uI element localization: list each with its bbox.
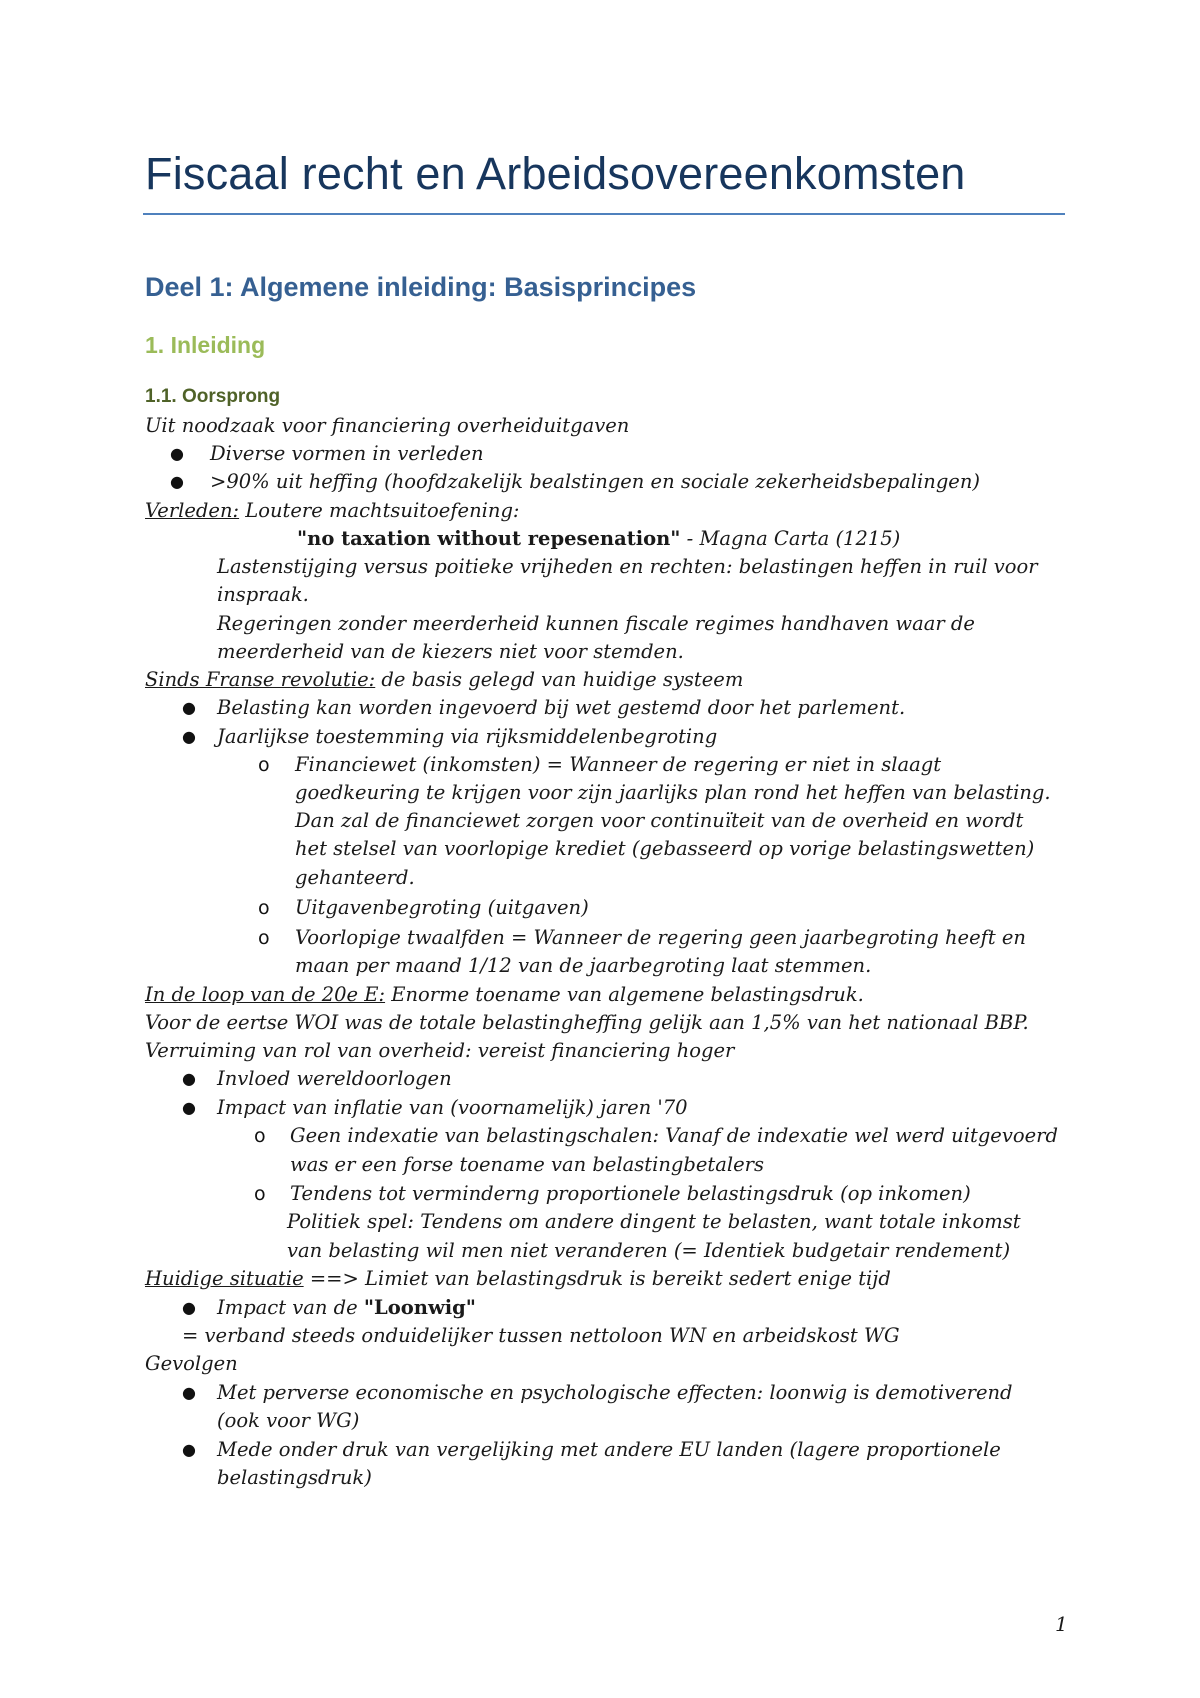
text-line [145,497,520,525]
bold-quote: "no taxation without repesenation" [297,527,681,550]
text-line: Gevolgen [145,1352,238,1375]
text-line: Politiek spel: Tendens om andere dingent te belasten, want totale inkomst [287,1210,1021,1233]
bold-term: "Loonwig" [363,1296,476,1319]
heading-inleiding: 1. Inleiding [145,332,266,358]
page-number: 1 [1055,1612,1068,1636]
text-line: meerderheid van de kiezers niet voor stemden. [217,640,684,663]
text-line: Verruiming van rol van overheid: vereist financiering hoger [145,1039,735,1062]
list-item: Tendens tot verminderng proportionele belastingsdruk (op inkomen) [290,1182,971,1205]
text-line: van belasting wil men niet veranderen (= Identiek budgetair rendement) [287,1239,1011,1262]
bullet-icon: ● [182,698,196,717]
text-line: maan per maand 1/12 van de jaarbegroting laat stemmen. [295,954,872,977]
text-line: goedkeuring te krijgen voor zijn jaarlijks plan rond het heffen van belasting. [295,781,1051,804]
heading-oorsprong: 1.1. Oorsprong [145,386,281,407]
bullet-icon: ● [182,1069,196,1088]
text-line: Lastenstijging versus poitieke vrijheden en rechten: belastingen heffen in ruil voor [217,555,1038,578]
underlined-label: In de loop van de 20e E: [145,983,386,1006]
text-line: belastingsdruk) [217,1466,372,1489]
list-item: Voorlopige twaalfden = Wanneer de regering geen jaarbegroting heeft en [295,926,1026,949]
text-line: Uit noodzaak voor financiering overheiduitgaven [145,414,630,437]
list-item [217,1294,476,1322]
text-line: Dan zal de financiewet zorgen voor continuïteit van de overheid en wordt [295,809,1024,832]
circle-bullet-icon: o [254,1183,266,1205]
text-fragment: Enorme toename van algemene belastingsdruk. [385,983,864,1006]
list-item: Jaarlijkse toestemming via rijksmiddelenbegroting [217,725,718,748]
circle-bullet-icon: o [254,1125,266,1147]
text-line [145,1265,891,1293]
bullet-icon: ● [182,1098,196,1117]
text-line: (ook voor WG) [217,1409,360,1432]
text-fragment: Loutere machtsuitoefening: [239,499,520,522]
bullet-icon: ● [170,444,184,463]
title-underline [143,213,1065,215]
list-item: Financiewet (inkomsten) = Wanneer de regering er niet in slaagt [295,753,942,776]
text-fragment: Impact van de [217,1296,364,1319]
list-item: Mede onder druk van vergelijking met andere EU landen (lagere proportionele [217,1438,1001,1461]
text-line: gehanteerd. [295,866,415,889]
circle-bullet-icon: o [258,897,270,919]
circle-bullet-icon: o [258,754,270,776]
list-item: Diverse vormen in verleden [210,442,484,465]
bullet-icon: ● [182,727,196,746]
list-item: >90% uit heffing (hoofdzakelijk bealstingen en sociale zekerheidsbepalingen) [210,470,981,493]
heading-deel-1: Deel 1: Algemene inleiding: Basisprincipes [145,272,697,302]
text-line: was er een forse toename van belastingbetalers [290,1153,764,1176]
underlined-label: Sinds Franse revolutie: [145,668,376,691]
list-item: Belasting kan worden ingevoerd bij wet gestemd door het parlement. [217,696,906,719]
text-line: Voor de eertse WOI was de totale belastingheffing gelijk aan 1,5% van het nationaal BBP. [145,1011,1029,1034]
list-item: Invloed wereldoorlogen [217,1067,452,1090]
list-item: Uitgavenbegroting (uitgaven) [295,896,589,919]
text-fragment: ==> Limiet van belastingsdruk is bereikt sedert enige tijd [303,1267,891,1290]
document-title: Fiscaal recht en Arbeidsovereenkomsten [145,148,966,199]
list-item: Geen indexatie van belastingschalen: Vanaf de indexatie wel werd uitgevoerd [290,1124,1058,1147]
bullet-icon: ● [170,472,184,491]
list-item: Impact van inflatie van (voornamelijk) jaren '70 [217,1096,688,1119]
quote-line [297,525,900,553]
text-line: inspraak. [217,583,309,606]
text-fragment: de basis gelegd van huidige systeem [375,668,744,691]
bullet-icon: ● [182,1298,196,1317]
text-line: Regeringen zonder meerderheid kunnen fiscale regimes handhaven waar de [217,612,975,635]
text-line: het stelsel van voorlopige krediet (gebasseerd op vorige belastingswetten) [295,837,1035,860]
text-line: = verband steeds onduidelijker tussen nettoloon WN en arbeidskost WG [182,1324,900,1347]
bullet-icon: ● [182,1383,196,1402]
bullet-icon: ● [182,1440,196,1459]
text-line [145,981,864,1009]
underlined-label: Huidige situatie [145,1267,304,1290]
underlined-label: Verleden: [145,499,240,522]
circle-bullet-icon: o [258,927,270,949]
text-fragment: - Magna Carta (1215) [680,527,901,550]
text-line [145,666,743,694]
list-item: Met perverse economische en psychologische effecten: loonwig is demotiverend [217,1381,1013,1404]
